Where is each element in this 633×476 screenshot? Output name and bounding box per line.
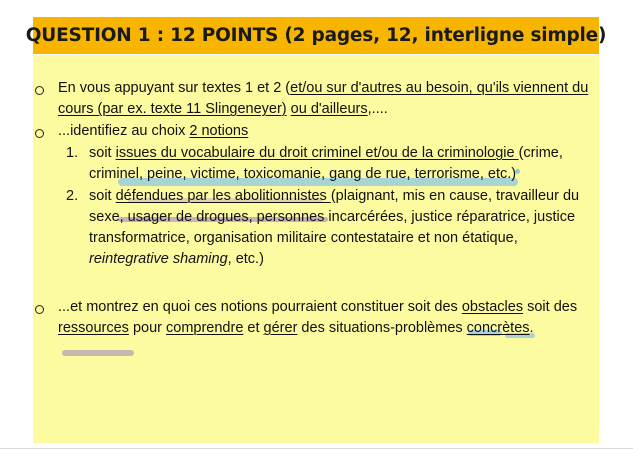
bullet-1-link-2: cours (par ex. texte 11 Slingeneyer): [58, 101, 287, 117]
bullet-3-text-pre: ...et montrez en quoi ces notions pourraient constituer soit des: [58, 299, 462, 315]
bullet-1-link-3: ou d'ailleurs: [290, 101, 368, 117]
item-2-number: 2.: [66, 188, 79, 204]
item-2-line-1: [89, 186, 579, 207]
item-2-link: défendues par les abolitionnistes: [115, 188, 331, 204]
bullet-3-text-3: des situations-problèmes: [297, 320, 467, 336]
bullet-3-link-gerer: gérer: [263, 320, 298, 336]
bullet-1-line-1: [58, 78, 588, 99]
item-1-text-post: (crime,: [518, 145, 563, 161]
bullet-3-link-ressources: ressources: [58, 320, 129, 336]
item-1-link: issues du vocabulaire du droit criminel et/ou de la criminologie: [115, 145, 519, 161]
bullet-2-text-pre: ...identifiez au choix: [58, 123, 190, 139]
bullet-3-line-2: [58, 318, 534, 339]
bullet-1-line-2: [58, 99, 388, 120]
item-2-line-4: [89, 249, 264, 270]
bullet-1-text-post: ,....: [367, 101, 388, 117]
title-bar: [25, 17, 607, 54]
item-2-italic-term: reintegrative shaming: [89, 251, 228, 267]
highlight-mark-6: [62, 350, 134, 356]
item-1-line-2: criminel, peine, victime, toxicomanie, gang de rue, terrorisme, etc.): [89, 166, 517, 182]
bullet-3-text-2: et: [243, 320, 264, 336]
item-1-number: 1.: [66, 145, 79, 161]
item-1-line-1: [89, 143, 563, 164]
item-2-text-tail: , etc.): [227, 251, 264, 267]
bullet-3-text-post: soit des: [523, 299, 578, 315]
bullet-3-link-obstacles: obstacles: [461, 299, 524, 315]
bullet-3-text-4: .: [529, 320, 534, 336]
bullet-2-line: [58, 121, 248, 142]
bullet-3-link-concretes: concrètes: [466, 320, 530, 336]
item-2-line-3: transformatrice, organisation militaire contestataire et non étatique,: [89, 230, 518, 246]
footer-divider: [0, 448, 633, 449]
bullet-3-link-comprendre: comprendre: [166, 320, 244, 336]
item-2-line-2: sexe, usager de drogues, personnes incarcérées, justice réparatrice, justice: [89, 209, 576, 225]
bullet-2-link: 2 notions: [189, 123, 249, 139]
bullet-3-icon: [35, 305, 44, 314]
item-2-text-post: (plaignant, mis en cause, travailleur du: [330, 188, 580, 204]
bullet-3-text-1: pour: [128, 320, 167, 336]
item-2-text-pre: soit: [89, 188, 116, 204]
bullet-3-line-1: [58, 297, 577, 318]
item-1-text-pre: soit: [89, 145, 116, 161]
bullet-2-icon: [35, 129, 44, 138]
slide-title: QUESTION 1 : 12 POINTS (2 pages, 12, interligne simple): [25, 25, 607, 46]
bullet-1-text-pre: En vous appuyant sur textes 1 et 2 (: [58, 80, 291, 96]
bullet-1-link-1: et/ou sur d'autres au besoin, qu'ils viennent du: [290, 80, 589, 96]
bullet-1-icon: [35, 86, 44, 95]
